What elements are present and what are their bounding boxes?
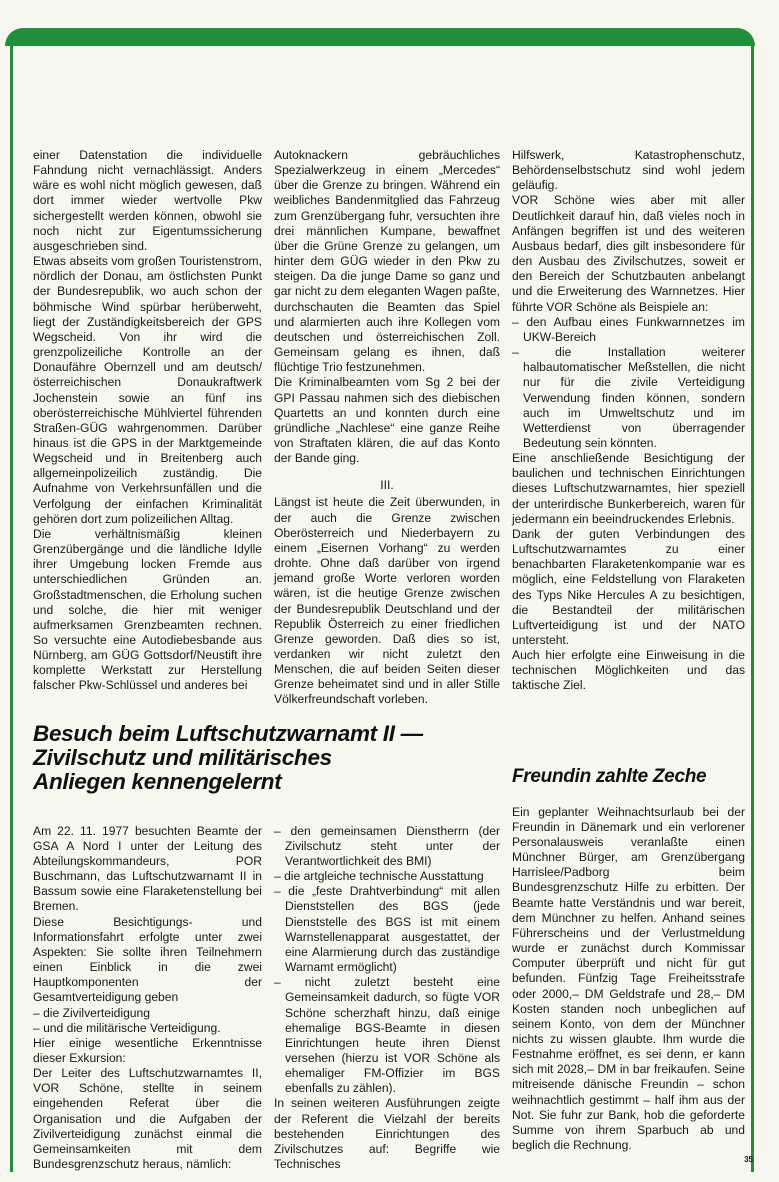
list-item: – und die militärische Verteidigung. <box>33 1020 221 1035</box>
paragraph: einer Datenstation die individuelle Fahndung nicht vernachlässigt. Anders wäre es wohl nicht möglich gewesen, daß dort immer wieder wertvolle Pkw sichergestellt werden können, obwohl sie noch nicht zur Eigentumssicherung ausgeschrieben sind. <box>33 148 262 253</box>
article1-column-1 <box>33 148 262 708</box>
paragraph: Etwas abseits vom großen Touristenstrom, nördlich der Donau, am östlichsten Punkt der Bundesrepublik, wo auch schon der böhmische Wind spürbar herüberweht, liegt der Zuständigkeitsbereich der GPS Wegscheid. Von ihr wird die grenzpolizeiliche Kontrolle an der Donaufähre Obernzell und am deutsch/österreichischen Donaukraftwerk Jochenstein sowie an fünf ins oberösterreichische Mühlviertel führenden Straßen-GÜG wahrgenommen. Darüber hinaus ist die GPS in der Marktgemeinde Wegscheid und in Breitenberg auch allgemeinpolizeilich zuständig. Die Aufnahme von Verkehrsunfällen und die Verfolgung der einfachen Kriminalität gehören dort zum polizeilichen Alltag. <box>33 254 262 526</box>
headline-line: Anliegen kennengelernt <box>33 768 282 794</box>
section-number: III. <box>380 478 394 493</box>
paragraph: Der Leiter des Luftschutzwarnamtes II, VOR Schöne, stellte in seinem eingehenden Referat über die Organisation und die Aufgaben der Zivilverteidigung zunächst einmal die Gemeinsamkeiten mit dem Bundesgrenzschutz heraus, nämlich: <box>33 1066 262 1172</box>
paragraph: Die verhältnismäßig kleinen Grenzübergänge und die ländliche Idylle ihrer Umgebung locken Fremde aus unterschiedlichen Gründen an. Großstadtmenschen, die Erholung suchen und solche, die hier mit weniger aufmerksamen Grenzbeamten rechnen. So versuchte eine Autodiebesbande aus Nürnberg, am GÜG Gottsdorf/Neustift ihre komplette Werkstatt zur Herstellung falscher Pkw-Schlüssel und anderes bei <box>33 526 262 693</box>
article2-column-2 <box>274 824 500 1173</box>
paragraph: Auch hier erfolgte eine Einweisung in die technischen Möglichkeiten und das taktische Ziel. <box>512 648 745 693</box>
paragraph: Eine anschließende Besichtigung der baulichen und technischen Einrichtungen dieses Luftschutzwarnamtes, hier speziell der unterirdische Bunkerbereich, waren für jedermann ein beeindruckendes Erlebnis. <box>512 451 745 526</box>
article3 <box>512 722 753 1173</box>
paragraph: Dank der guten Verbindungen des Luftschutzwarnamtes zu einer benachbarten Flaraketenkompanie war es möglich, eine Feldstellung von Flaraketen des Typs Nike Hercules A zu besichtigen, die Bestandteil der militärischen Luftverteidigung ist und der NATO untersteht. <box>512 526 745 647</box>
list-item: – die artgleiche technische Ausstattung <box>274 869 484 884</box>
article2-column-1 <box>33 824 262 1173</box>
list-item: – den Aufbau eines Funkwarnnetzes im UKW-Bereich <box>512 314 745 344</box>
list-item: – den gemeinsamen Dienstherrn (der Zivilschutz steht unter der Verantwortlichkeit des BMI) <box>274 823 500 868</box>
paragraph: Hilfswerk, Katastrophenschutz, Behördenselbstschutz sind wohl jedem geläufig. <box>512 148 745 193</box>
bottom-section <box>33 720 753 1173</box>
page-number: 35 <box>744 1155 753 1165</box>
article2-headline <box>33 722 500 794</box>
paragraph: Diese Besichtigungs- und Informationsfahrt erfolgte unter zwei Aspekten: Sie sollte ihren Teilnehmern einen Einblick in die zwei Hauptkomponenten der Gesamtverteidigung geben <box>33 914 262 1005</box>
article3-headline: Freundin zahlte Zeche <box>512 765 707 787</box>
list-item: – die Installation weiterer halbautomatischer Meßstellen, die nicht nur für die zivile Verteidigung Verwendung finden können, sondern auch im Umweltschutz und im Wetterdienst von überragender Bedeutung sein könnten. <box>512 345 745 450</box>
paragraph: Autoknackern gebräuchliches Spezialwerkzeug in einem „Mercedes“ über die Grenze zu bringen. Während ein weibliches Bandenmitglied das Fahrzeug zum Grenzübergang fuhr, versuchten ihre drei männlichen Kumpane, bewaffnet über die Grüne Grenze zu gelangen, um hinter dem GÜG wieder in den Pkw zu steigen. Da die junge Dame so ganz und gar nicht zu dem eleganten Wagen paßte, durchschauten die Beamten das Spiel und alarmierten auch ihre Kollegen vom deutschen und österreichischen Zoll. Gemeinsam gelang es ihnen, daß flüchtige Trio festzunehmen. <box>274 148 500 375</box>
green-frame-right <box>751 40 754 1172</box>
article1 <box>33 148 745 708</box>
article1-column-3 <box>512 148 745 708</box>
list-item: – die Zivilverteidigung <box>33 1005 150 1020</box>
paragraph: Ein geplanter Weihnachtsurlaub bei der Freundin in Dänemark und ein verlorener Personalausweis veranlaßte einen Münchner Bürger, am Grenzübergang Harrislee/Padborg beim Bundesgrenzschutz Hilfe zu erbitten. Der Beamte hatte Verständnis und war bereit, dem Münchner zu helfen. Anhand seines Führerscheins und der Verlustmeldung wurde er zunächst durch Kommissar Computer überprüft und nicht für gut befunden. Fünfzig Tage Freiheitsstrafe oder 2000,– DM Geldstrafe und 28,– DM Kosten standen noch unbeglichen auf seinem Konto, von dem der Münchner nichts zu wissen glaubte. Ihm wurde die Festnahme eröffnet, es sei denn, er kann sich mit 2028,– DM in bar freikaufen. Seine mitreisende dänische Freundin – schon weihnachtlich gestimmt – half ihm aus der Not. Sie fuhr zur Bank, hob die geforderte Summe von ihrem Sparbuch ab und beglich die Rechnung. <box>512 804 745 1153</box>
headline-line: Besuch beim Luftschutzwarnamt II — <box>33 720 423 746</box>
headline-line: Zivilschutz und militärisches <box>33 744 332 770</box>
article1-column-2 <box>274 148 500 708</box>
paragraph: Die Kriminalbeamten vom Sg 2 bei der GPI Passau nahmen sich des diebischen Quartetts an und konnten durch eine gründliche „Nachlese“ eine ganze Reihe von Straftaten klären, die auf das Konto der Bande ging. <box>274 375 500 466</box>
paragraph: In seinen weiteren Ausführungen zeigte der Referent die Vielzahl der bereits bestehenden Einrichtungen des Zivilschutzes auf: Begriffe wie Technisches <box>274 1096 500 1172</box>
paragraph: VOR Schöne wies aber mit aller Deutlichkeit darauf hin, daß vieles noch in Anfängen begriffen ist und des weiteren Ausbaus bedarf, dies gilt insbesondere für den Ausbau des Zivilschutzes, soweit er den Bereich der Schutzbauten anbelangt und die Erweiterung des Warnnetzes. Hier führte VOR Schöne als Beispiele an: <box>512 193 745 314</box>
list-item: – die „feste Drahtverbindung“ mit allen Dienststellen des BGS (jede Dienststelle des BGS ist mit einem Warnstellenapparat ausgestattet, der eine Alarmierung durch das zuständige Warnamt ermöglicht) <box>274 884 500 975</box>
paragraph: Am 22. 11. 1977 besuchten Beamte der GSA A Nord I unter der Leitung des Abteilungskommandeurs, POR Buschmann, das Luftschutzwarnamt II in Bassum sowie eine Flaraketenstellung bei Bremen. <box>33 823 262 914</box>
paragraph: Längst ist heute die Zeit überwunden, in der auch die Grenze zwischen Oberösterreich und Niederbayern zu einem „Eisernen Vorhang“ zu werden drohte. Ohne daß darüber von irgend jemand große Worte verloren worden wären, ist die heutige Grenze zwischen der Bundesrepublik Deutschland und der Republik Österreich zu einer friedlichen Grenze geworden. Daß dies so ist, verdanken wir nicht zuletzt den Menschen, die auf beiden Seiten dieser Grenze beheimatet sind und in aller Stille Völkerfreundschaft vorleben. <box>274 495 500 707</box>
paragraph: Hier einige wesentliche Erkenntnisse dieser Exkursion: <box>33 1035 262 1065</box>
list-item: – nicht zuletzt besteht eine Gemeinsamkeit dadurch, so fügte VOR Schöne scherzhaft hinzu, daß einige ehemalige BGS-Beamte in diesen Einrichtungen heute ihren Dienst versehen (hierzu ist VOR Schöne als ehemaliger FM-Offizier im BGS ebenfalls zu zählen). <box>274 975 500 1096</box>
